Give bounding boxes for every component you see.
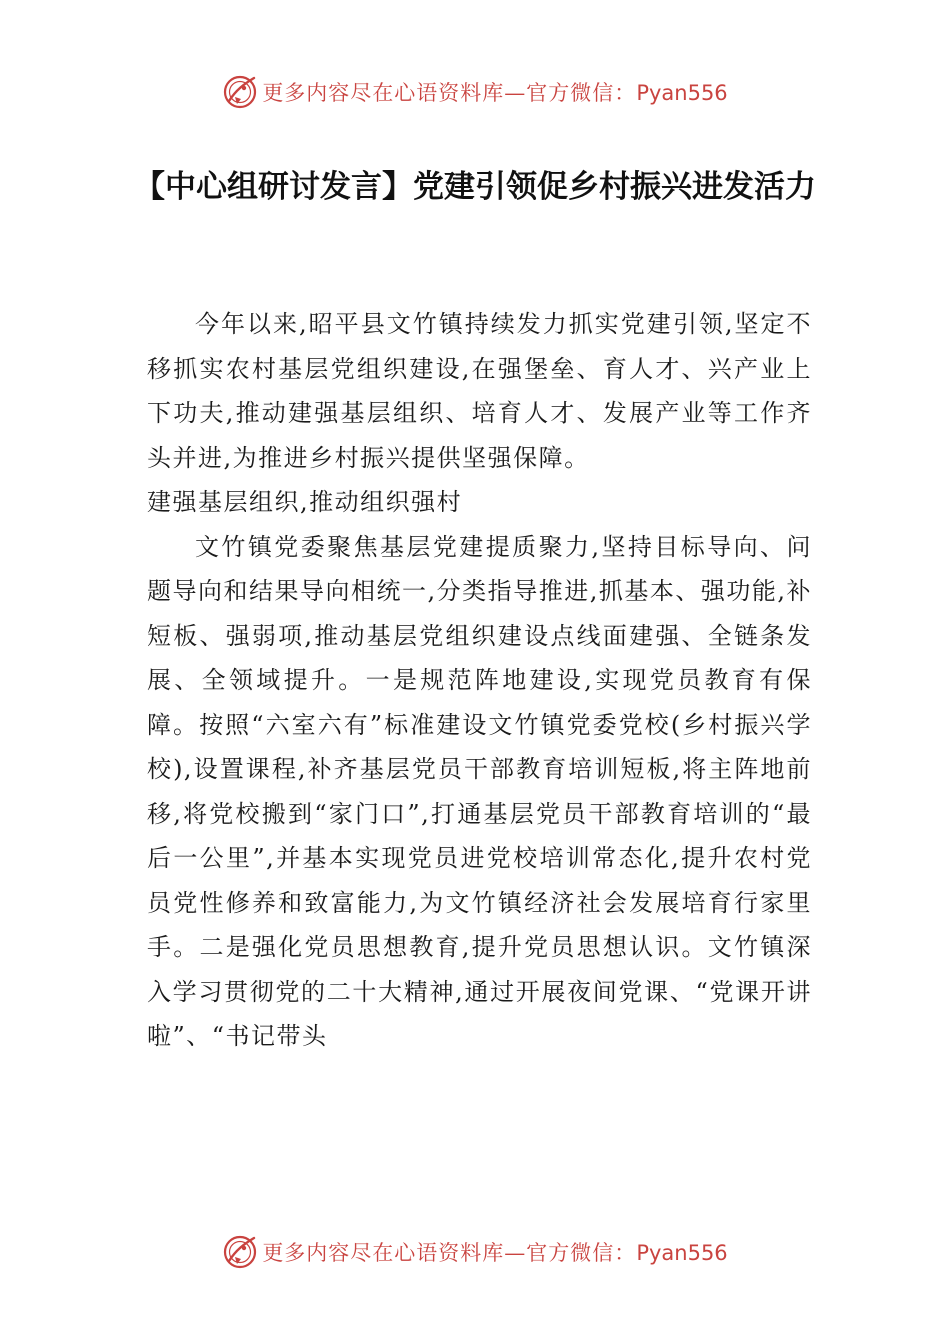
wechat-id: Pyan556 [636,1241,728,1265]
watermark-text: 更多内容尽在心语资料库—官方微信：Pyan556 [262,81,728,105]
document-title: 【中心组研讨发言】党建引领促乡村振兴进发活力 [134,169,816,205]
paragraph-intro: 今年以来,昭平县文竹镇持续发力抓实党建引领,坚定不移抓实农村基层党组织建设,在强堡垒、育人才、兴产业上下功夫,推动建强基层组织、培育人才、发展产业等工作齐头并进,为推进乡村振兴提供坚强保障。 [147,310,812,472]
section-heading: 建强基层组织,推动组织强村 [147,488,463,516]
watermark-text: 更多内容尽在心语资料库—官方微信：Pyan556 [262,1241,728,1265]
logo-icon [222,1234,258,1270]
watermark-banner-bottom [0,1232,950,1272]
logo-icon [222,74,258,110]
paragraph-section-body: 文竹镇党委聚焦基层党建提质聚力,坚持目标导向、问题导向和结果导向相统一,分类指导推进,抓基本、强功能,补短板、强弱项,推动基层党组织建设点线面建强、全链条发展、全领域提升。一是规范阵地建设,实现党员教育有保障。按照“六室六有”标准建设文竹镇党委党校(乡村振兴学校),设置课程,补齐基层党员干部教育培训短板,将主阵地前移,将党校搬到“家门口”,打通基层党员干部教育培训的“最后一公里”,并基本实现党员进党校培训常态化,提升农村党员党性修养和致富能力,为文竹镇经济社会发展培育行家里手。二是强化党员思想教育,提升党员思想认识。文竹镇深入学习贯彻党的二十大精神,通过开展夜间党课、“党课开讲啦”、“书记带头 [147,532,812,1050]
watermark-banner-top [0,72,950,112]
wechat-id: Pyan556 [636,81,728,105]
document-body [147,302,812,1059]
